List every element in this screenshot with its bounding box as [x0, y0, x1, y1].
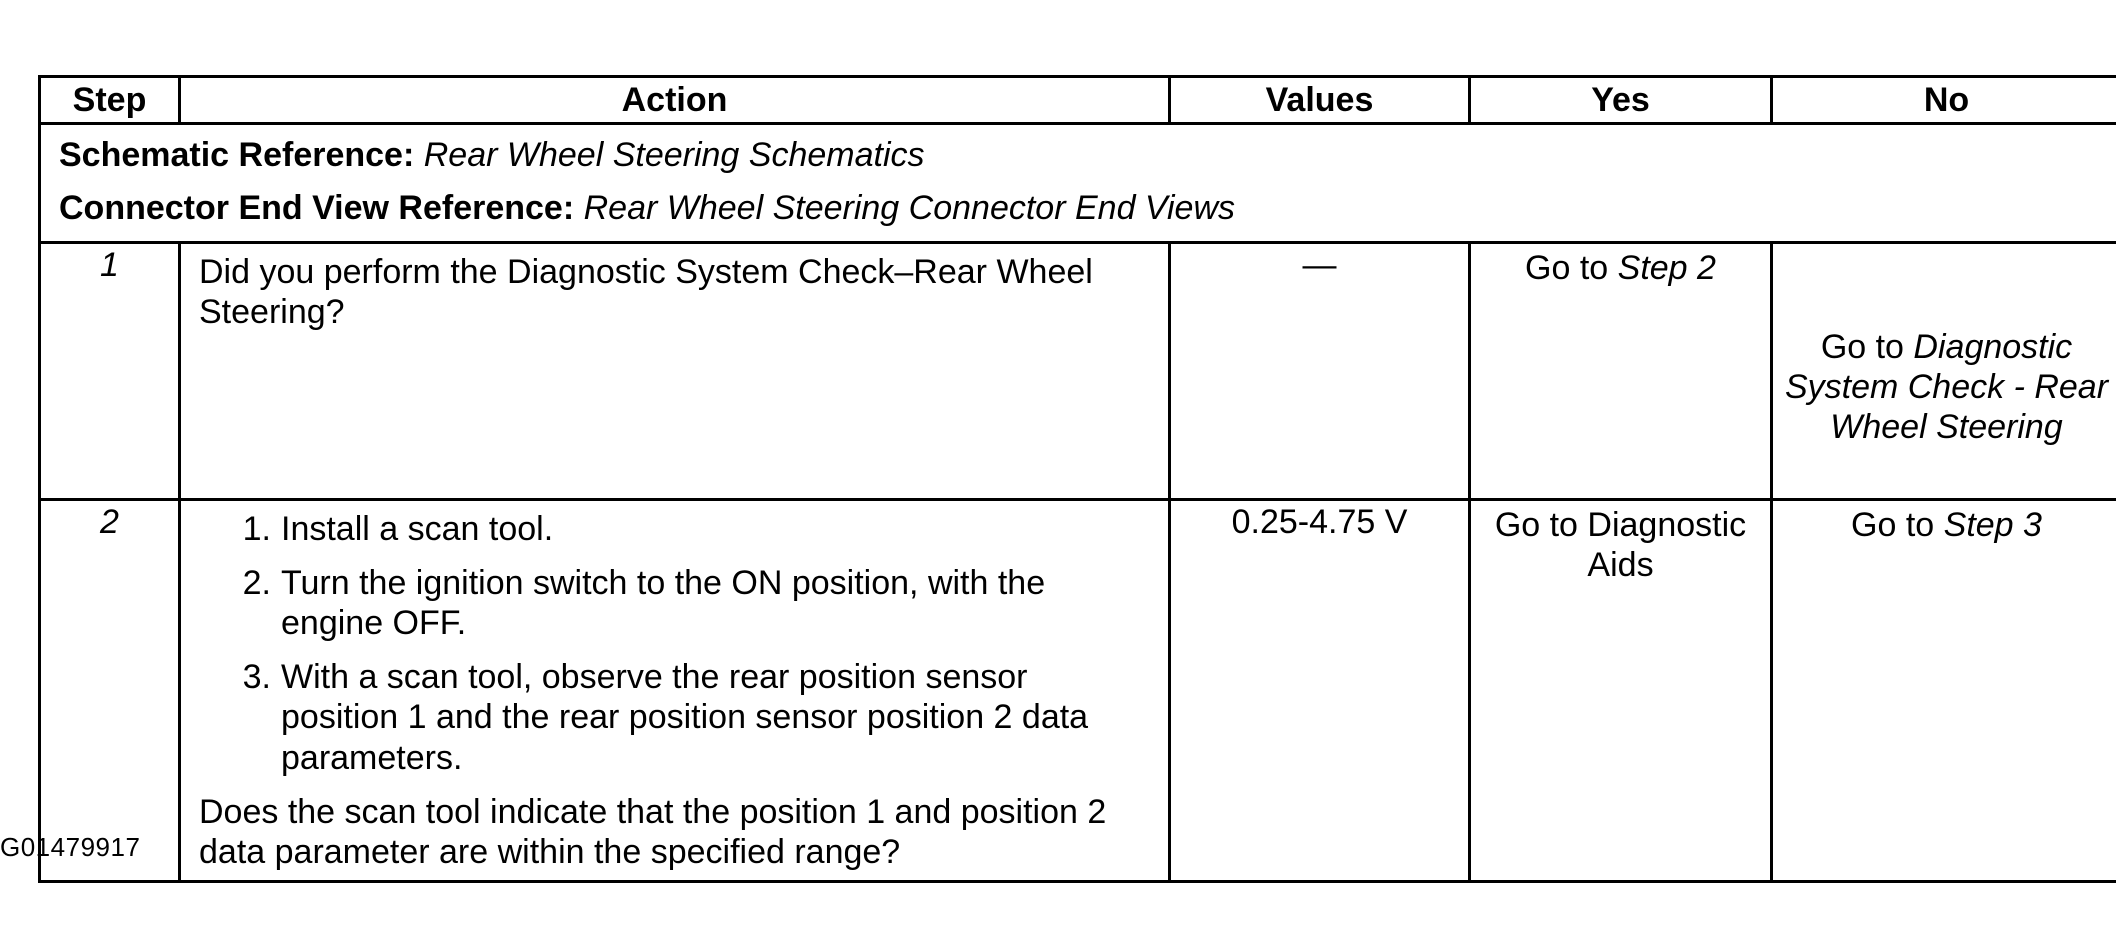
list-item: [199, 509, 1150, 549]
reference-cell: [40, 124, 2116, 243]
action-text: Did you perform the Diagnostic System Check–Rear Wheel Steering?: [180, 243, 1170, 500]
step-number: 1: [40, 243, 180, 500]
header-values: Values: [1170, 77, 1470, 124]
action-question: Does the scan tool indicate that the position 1 and position 2 data parameter are within the specified range?: [199, 792, 1107, 871]
no-prefix: Go to: [1851, 506, 1944, 544]
header-row: [40, 77, 2116, 124]
list-item-number: 2.: [242, 564, 271, 603]
list-item: [199, 657, 1150, 777]
reference-row: [40, 124, 2116, 243]
no-prefix: Go to: [1820, 327, 1914, 366]
connector-reference-link[interactable]: Rear Wheel Steering Connector End Views: [583, 189, 1236, 227]
yes-cell: [1470, 243, 1772, 500]
yes-diagnostic-aids-link[interactable]: Go to Diagnostic Aids: [1494, 506, 1747, 585]
connector-reference: [59, 182, 2102, 235]
schematic-reference-link[interactable]: Rear Wheel Steering Schematics: [423, 136, 925, 174]
value-cell: 0.25-4.75 V: [1170, 500, 1470, 882]
header-no: No: [1772, 77, 2116, 124]
diagnostic-table: [38, 75, 2116, 883]
no-step-link[interactable]: Step 3: [1943, 506, 2042, 544]
no-diagnostic-link[interactable]: Diagnostic System Check - Rear Wheel Steering: [1784, 327, 2109, 447]
list-item-number: 1.: [242, 510, 271, 548]
table-row: [40, 500, 2116, 882]
figure-id: G01479917: [0, 832, 141, 862]
schematic-reference: [59, 129, 2102, 182]
no-cell: [1772, 243, 2116, 500]
header-action: Action: [180, 77, 1170, 124]
list-item-text: With a scan tool, observe the rear position sensor position 1 and the rear position sensor position 2 data parameters.: [281, 658, 1089, 777]
list-item: [199, 563, 1150, 643]
action-steps-list: [199, 509, 1150, 778]
schematic-reference-label: Schematic Reference:: [59, 136, 415, 174]
no-cell: [1772, 500, 2116, 882]
connector-reference-label: Connector End View Reference:: [59, 189, 575, 227]
list-item-text: Install a scan tool.: [281, 510, 554, 548]
list-item-number: 3.: [242, 658, 271, 697]
header-step: Step: [40, 77, 180, 124]
yes-prefix: Go to: [1525, 249, 1618, 287]
value-cell: —: [1170, 243, 1470, 500]
step-number: 2: [40, 500, 180, 882]
yes-cell: [1470, 500, 1772, 882]
action-cell: [180, 500, 1170, 882]
table-row: [40, 243, 2116, 500]
yes-step-link[interactable]: Step 2: [1617, 249, 1716, 287]
header-yes: Yes: [1470, 77, 1772, 124]
list-item-text: Turn the ignition switch to the ON position, with the engine OFF.: [281, 564, 1046, 643]
